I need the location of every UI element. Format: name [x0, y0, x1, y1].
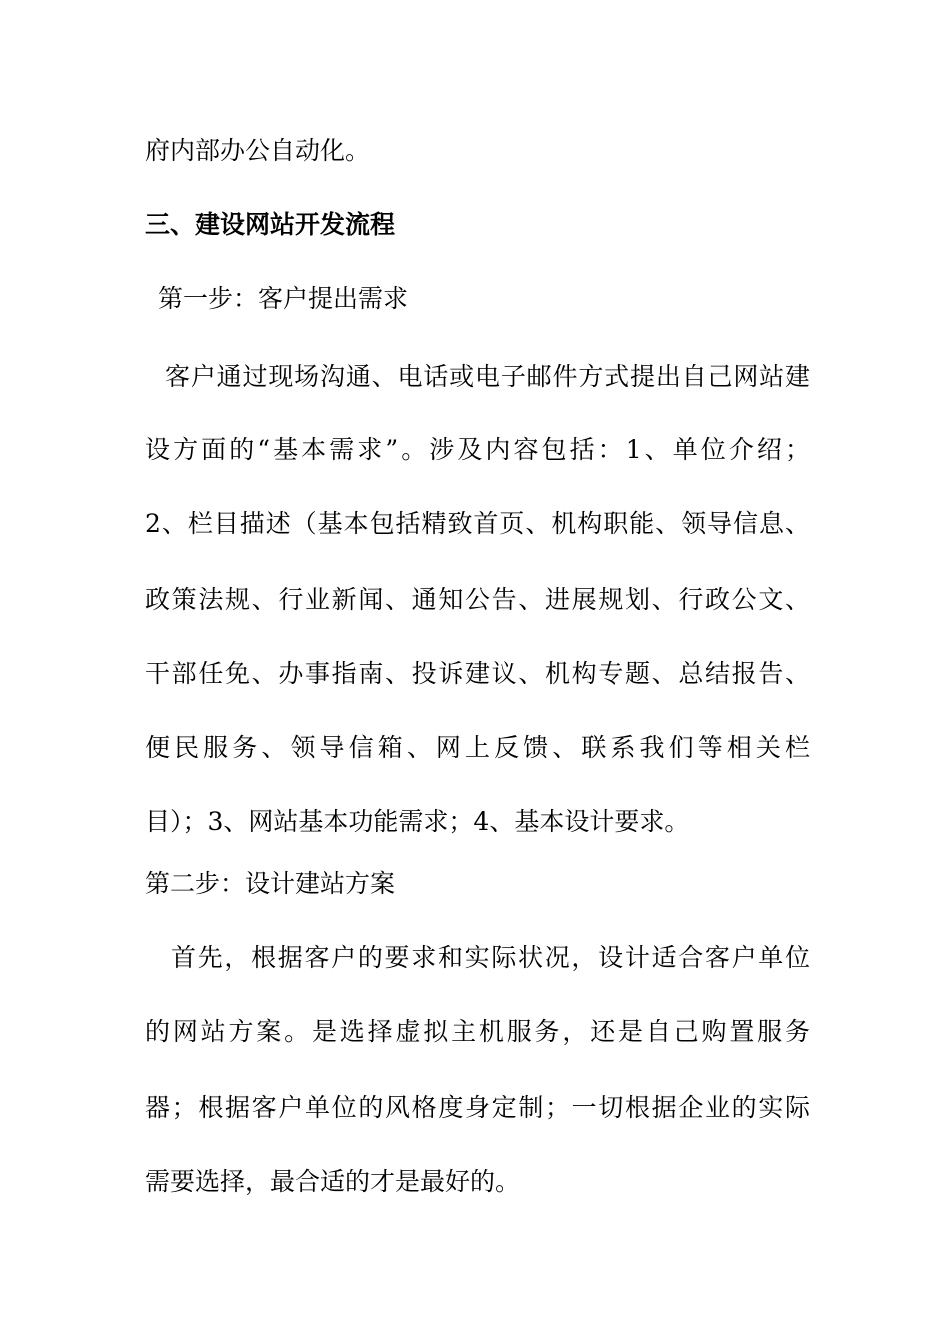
paragraph-line: 设方面的“基本需求”。涉及内容包括：1、单位介绍； [145, 435, 810, 464]
step-heading: 第一步：客户提出需求 [158, 284, 409, 313]
paragraph-line: 首先，根据客户的要求和实际状况，设计适合客户单位 [171, 943, 810, 972]
paragraph-line: 的网站方案。是选择虚拟主机服务，还是自己购置服务 [145, 1017, 810, 1046]
paragraph-line: 便民服务、领导信箱、网上反馈、联系我们等相关栏 [145, 733, 810, 762]
paragraph-line: 干部任免、办事指南、投诉建议、机构专题、总结报告、 [145, 659, 810, 688]
paragraph-line: 器；根据客户单位的风格度身定制；一切根据企业的实际 [145, 1093, 810, 1122]
paragraph-line: 府内部办公自动化。 [145, 136, 371, 165]
section-heading: 三、建设网站开发流程 [145, 210, 396, 239]
step-heading: 第二步：设计建站方案 [145, 869, 396, 898]
paragraph-line: 需要选择，最合适的才是最好的。 [145, 1167, 521, 1196]
paragraph-line: 政策法规、行业新闻、通知公告、进展规划、行政公文、 [145, 585, 810, 614]
paragraph-line: 目）；3、网站基本功能需求；4、基本设计要求。 [145, 807, 690, 836]
paragraph-line: 客户通过现场沟通、电话或电子邮件方式提出自己网站建 [165, 362, 810, 391]
paragraph-line: 2、栏目描述（基本包括精致首页、机构职能、领导信息、 [145, 509, 810, 538]
